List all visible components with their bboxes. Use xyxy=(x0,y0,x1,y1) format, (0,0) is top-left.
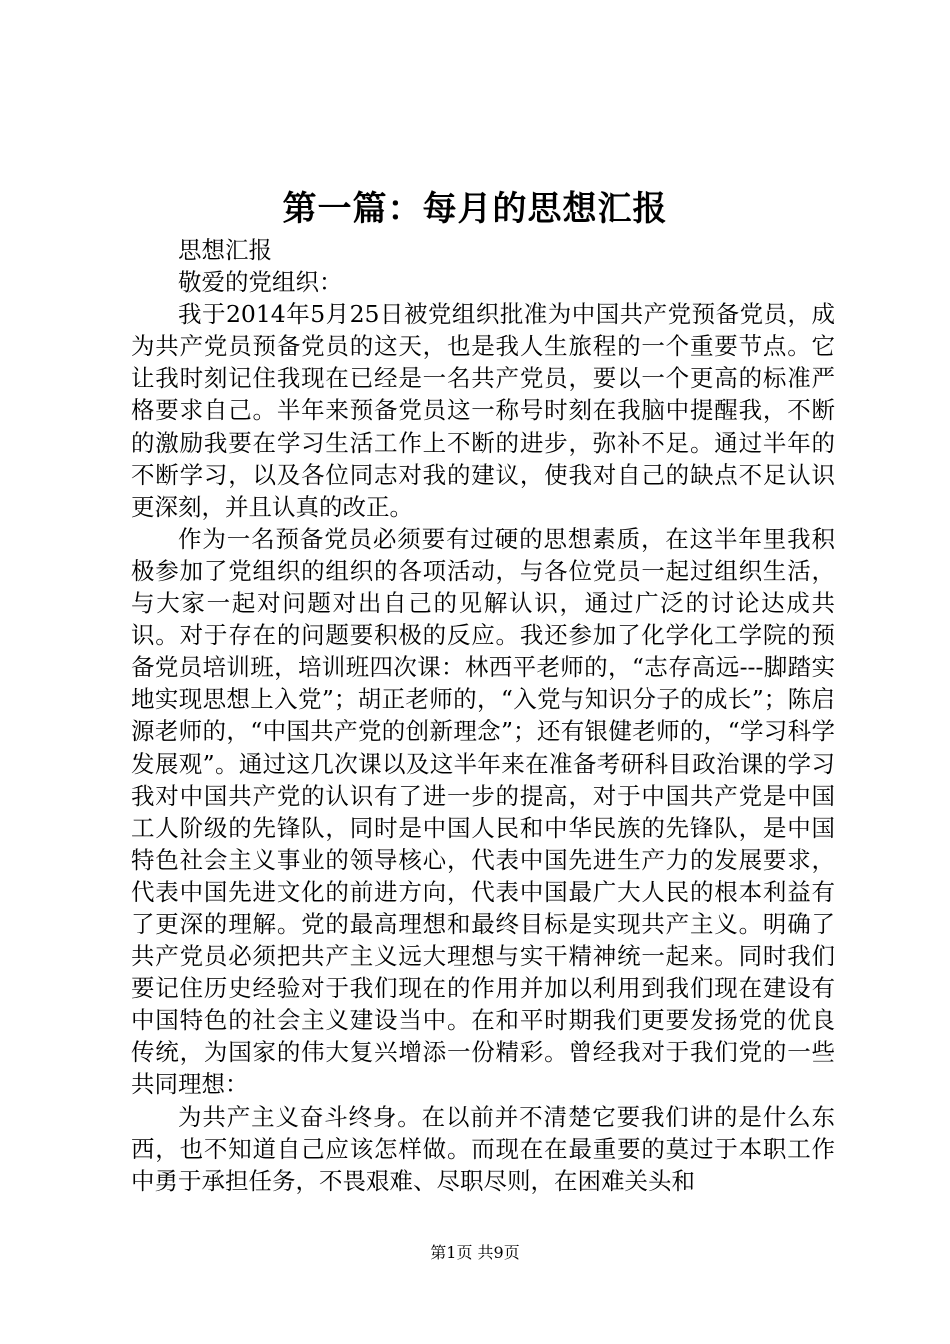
document-title: 第一篇：每月的思想汇报 xyxy=(282,189,668,229)
salutation: 敬爱的党组织： xyxy=(178,268,343,297)
page-number-footer: 第1页 共9页 xyxy=(430,1243,520,1262)
paragraph-1: 我于2014年5月25日被党组织批准为中国共产党预备党员，成为共产党员预备党员的这天，也是我人生旅程的一个重要节点。它让我时刻记住我现在已经是一名共产党员，要以一个更高的标准严格要求自己。半年来预备党员这一称号时刻在我脑中提醒我，不断的激励我要在学习生活工作上不断的进步，弥补不足。通过半年的不断学习，以及各位同志对我的建议，使我对自己的缺点不足认识更深刻，并且认真的改正。 xyxy=(131,300,835,521)
paragraph-3: 为共产主义奋斗终身。在以前并不清楚它要我们讲的是什么东西，也不知道自己应该怎样做。而现在在最重要的莫过于本职工作中勇于承担任务，不畏艰难、尽职尽则，在困难关头和 xyxy=(131,1102,835,1195)
paragraph-2: 作为一名预备党员必须要有过硬的思想素质，在这半年里我积极参加了党组织的组织的各项活动，与各位党员一起过组织生活，与大家一起对问题对出自己的见解认识，通过广泛的讨论达成共识。对于存在的问题要积极的反应。我还参加了化学化工学院的预备党员培训班，培训班四次课：林西平老师的，“志存高远---脚踏实地实现思想上入党”；胡正老师的，“入党与知识分子的成长”；陈启源老师的，“中国共产党的创新理念”；还有银健老师的，“学习科学发展观”。通过这几次课以及这半年来在准备考研科目政治课的学习我对中国共产党的认识有了进一步的提高，对于中国共产党是中国工人阶级的先锋队，同时是中国人民和中华民族的先锋队，是中国特色社会主义事业的领导核心，代表中国先进生产力的发展要求，代表中国先进文化的前进方向，代表中国最广大人民的根本利益有了更深的理解。党的最高理想和最终目标是实现共产主义。明确了共产党员必须把共产主义远大理想与实干精神统一起来。同时我们要记住历史经验对于我们现在的作用并加以利用到我们现在建设有中国特色的社会主义建设当中。在和平时期我们更要发扬党的优良传统，为国家的伟大复兴增添一份精彩。曾经我对于我们党的一些共同理想： xyxy=(131,524,835,1099)
document-heading: 思想汇报 xyxy=(178,236,272,264)
document-body xyxy=(131,234,835,1197)
